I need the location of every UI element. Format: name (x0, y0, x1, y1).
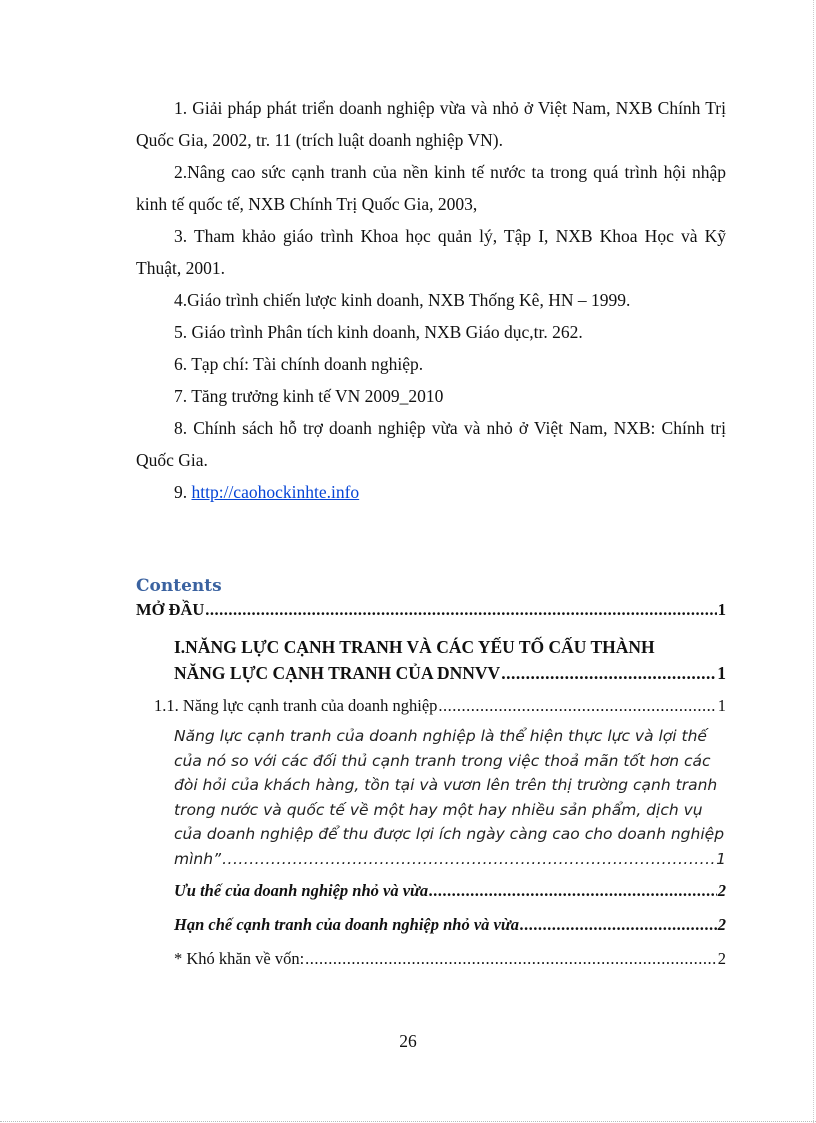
reference-item (136, 380, 726, 412)
toc-heading: Contents (136, 576, 222, 596)
reference-item (136, 220, 726, 284)
reference-item (136, 92, 726, 156)
toc-entry-section-i[interactable] (136, 634, 726, 686)
toc-entry-title: Ưu thế của doanh nghiệp nhỏ và vừa (174, 881, 429, 900)
reference-number: 8. (174, 418, 188, 438)
reference-text: Giáo trình chiến lược kinh doanh, NXB Thống Kê, HN – 1999. (187, 290, 631, 310)
reference-text: Tạp chí: Tài chính doanh nghiệp. (191, 354, 424, 374)
toc-page-number: 2 (717, 949, 726, 968)
reference-item (136, 284, 726, 316)
reference-list (136, 92, 726, 508)
toc-entry-advantages[interactable] (136, 881, 726, 901)
toc-page-number: 1 (717, 663, 726, 683)
reference-number: 6. (174, 354, 188, 374)
reference-item (136, 156, 726, 220)
table-of-contents (136, 600, 726, 969)
toc-entry-capital[interactable] (136, 949, 726, 969)
reference-number: 4. (174, 290, 188, 310)
toc-entry-mo-dau[interactable] (136, 600, 726, 620)
reference-number: 5. (174, 322, 188, 342)
reference-text: Nâng cao sức cạnh tranh của nền kinh tế nước ta trong quá trình hội nhập kinh tế quốc tế, NXB Chính Trị Quốc Gia, 2003, (136, 162, 726, 214)
toc-page-number: 1 (717, 600, 726, 619)
toc-leader-dots (222, 847, 715, 872)
toc-leader-dots (205, 600, 716, 620)
toc-leader-dots (429, 881, 717, 901)
toc-leader-dots (501, 660, 716, 686)
toc-leader-dots (438, 696, 716, 716)
toc-page-number: 2 (717, 915, 726, 934)
toc-entry-title: 1.1. Năng lực cạnh tranh của doanh nghiệp (154, 696, 438, 715)
page-number: 26 (399, 1031, 417, 1051)
toc-entry-title-line2: NĂNG LỰC CẠNH TRANH CỦA DNNVV (174, 663, 501, 683)
reference-item (136, 476, 726, 508)
toc-entry-title-last: mình” (174, 849, 222, 868)
toc-page-number: 1 (717, 696, 726, 715)
reference-item (136, 348, 726, 380)
page-bottom-border (0, 1121, 816, 1122)
reference-text: Giáo trình Phân tích kinh doanh, NXB Giáo dục,tr. 262. (191, 322, 583, 342)
reference-item (136, 412, 726, 476)
reference-text: Tham khảo giáo trình Khoa học quản lý, Tập I, NXB Khoa Học và Kỹ Thuật, 2001. (136, 226, 727, 278)
toc-entry-limitations[interactable] (136, 915, 726, 935)
reference-text: Giải pháp phát triển doanh nghiệp vừa và nhỏ ở Việt Nam, NXB Chính Trị Quốc Gia, 2002, tr. 11 (trích luật doanh nghiệp VN). (136, 98, 726, 150)
reference-number: 3. (174, 226, 188, 246)
toc-page-number: 2 (717, 881, 726, 900)
toc-entry-title: Hạn chế cạnh tranh của doanh nghiệp nhỏ và vừa (174, 915, 519, 934)
toc-leader-dots (305, 949, 717, 969)
toc-entry-definition[interactable] (136, 724, 726, 871)
toc-entry-title-line1: I.NĂNG LỰC CẠNH TRANH VÀ CÁC YẾU TỐ CẤU THÀNH (174, 637, 655, 657)
page-right-border (813, 0, 814, 1123)
reference-text: Chính sách hỗ trợ doanh nghiệp vừa và nhỏ ở Việt Nam, NXB: Chính trị Quốc Gia. (136, 418, 727, 470)
toc-entry-1-1[interactable] (136, 696, 726, 716)
reference-number: 1. (174, 98, 188, 118)
toc-entry-body: Năng lực cạnh tranh của doanh nghiệp là thể hiện thực lực và lợi thế của nó so với các đối thủ cạnh tranh trong việc thoả mãn tốt hơn các đòi hỏi của khách hàng, tồn tại và vươn lên trên thị trường cạnh tranh trong nước và quốc tế về một hay một hay nhiều sản phẩm, dịch vụ của doanh nghiệp để thu được lợi ích ngày càng cao cho doanh nghiệp (174, 727, 725, 843)
reference-text: Tăng trưởng kinh tế VN 2009_2010 (191, 386, 444, 406)
reference-item (136, 316, 726, 348)
reference-number: 9. (174, 482, 188, 502)
toc-page-number: 1 (716, 849, 726, 868)
toc-entry-title: MỞ ĐẦU (136, 600, 205, 619)
toc-entry-title: * Khó khăn về vốn: (174, 949, 305, 968)
toc-leader-dots (520, 915, 717, 935)
reference-link[interactable]: http://caohockinhte.info (191, 482, 360, 502)
reference-number: 2. (174, 162, 188, 182)
reference-number: 7. (174, 386, 188, 406)
